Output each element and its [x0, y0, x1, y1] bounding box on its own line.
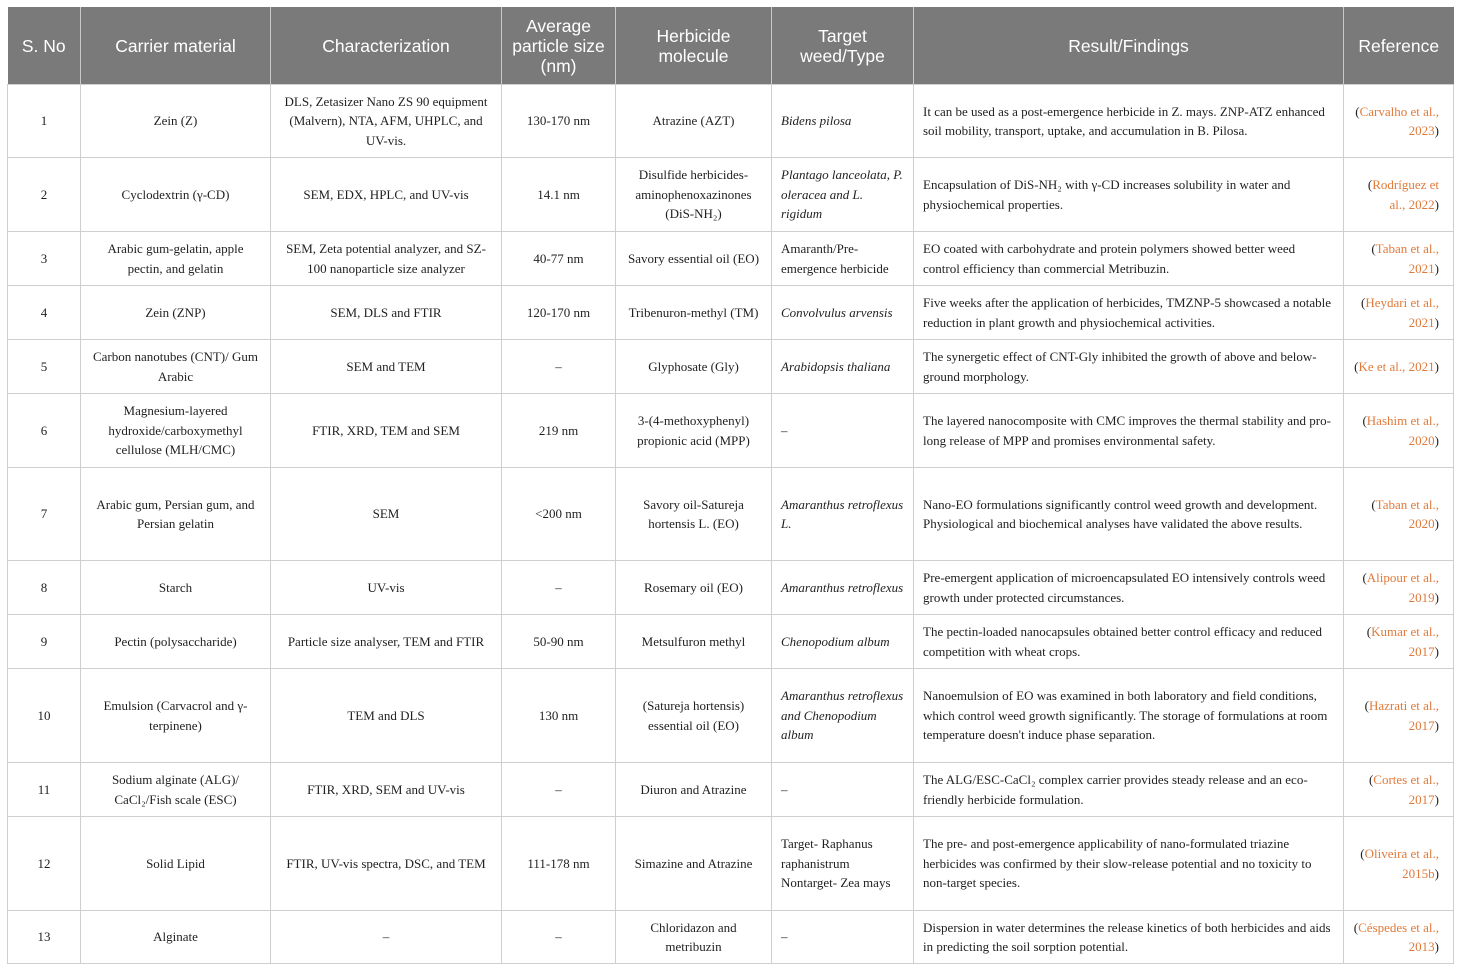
cell-result: The pectin-loaded nanocapsules obtained better control efficacy and reduced competition with wheat crops. — [914, 615, 1344, 669]
cell-characterization: FTIR, UV-vis spectra, DSC, and TEM — [271, 817, 502, 911]
cell-reference: (Hashim et al., 2020) — [1344, 394, 1454, 468]
cell-carrier: Sodium alginate (ALG)/ CaCl₂/Fish scale (ESC) — [81, 763, 271, 817]
cell-reference: (Taban et al., 2021) — [1344, 232, 1454, 286]
reference-link[interactable]: Hashim et al., 2020 — [1366, 413, 1439, 448]
cell-sno: 13 — [8, 911, 81, 964]
cell-size: 14.1 nm — [502, 158, 616, 232]
cell-reference: (Carvalho et al., 2023) — [1344, 85, 1454, 158]
reference-link[interactable]: Céspedes et al., 2013 — [1358, 919, 1439, 954]
header-row — [8, 7, 1454, 85]
cell-characterization: DLS, Zetasizer Nano ZS 90 equipment (Malvern), NTA, AFM, UHPLC, and UV-vis. — [271, 85, 502, 158]
cell-size: <200 nm — [502, 468, 616, 561]
reference-link[interactable]: Taban et al., 2020 — [1375, 496, 1439, 531]
table-row — [8, 615, 1454, 669]
target-italic: Plantago lanceolata, P. oleracea and L. rigidum — [781, 167, 903, 222]
cell-result: Encapsulation of DiS-NH₂ with γ-CD increases solubility in water and physiochemical properties. — [914, 158, 1344, 232]
cell-herbicide: Disulfide herbicides-aminophenoxazinones (DiS-NH₂) — [616, 158, 772, 232]
cell-reference: (Heydari et al., 2021) — [1344, 286, 1454, 340]
cell-size: 50-90 nm — [502, 615, 616, 669]
cell-herbicide: Glyphosate (Gly) — [616, 340, 772, 394]
cell-reference: (Taban et al., 2020) — [1344, 468, 1454, 561]
cell-carrier: Emulsion (Carvacrol and γ-terpinene) — [81, 669, 271, 763]
cell-target — [772, 340, 914, 394]
reference-link[interactable]: Hazrati et al., 2017 — [1368, 698, 1439, 733]
table-row — [8, 85, 1454, 158]
cell-carrier: Arabic gum-gelatin, apple pectin, and gelatin — [81, 232, 271, 286]
cell-carrier: Solid Lipid — [81, 817, 271, 911]
cell-target: Amaranth/Pre-emergence herbicide — [772, 232, 914, 286]
cell-sno: 12 — [8, 817, 81, 911]
reference-link[interactable]: Oliveira et al., 2015b — [1364, 846, 1439, 881]
cell-carrier: Magnesium-layered hydroxide/carboxymethyl cellulose (MLH/CMC) — [81, 394, 271, 468]
reference-link[interactable]: Heydari et al., 2021 — [1365, 295, 1439, 330]
cell-carrier: Pectin (polysaccharide) — [81, 615, 271, 669]
target-italic: Convolvulus arvensis — [781, 304, 893, 320]
cell-target — [772, 468, 914, 561]
cell-herbicide: 3-(4-methoxyphenyl) propionic acid (MPP) — [616, 394, 772, 468]
cell-carrier: Zein (Z) — [81, 85, 271, 158]
reference-link[interactable]: Kumar et al., 2017 — [1371, 624, 1439, 659]
cell-characterization: – — [271, 911, 502, 964]
col-header-target: Target weed/Type — [772, 7, 914, 85]
cell-characterization: SEM, Zeta potential analyzer, and SZ-100 nanoparticle size analyzer — [271, 232, 502, 286]
target-italic: Amaranthus retroflexus L. — [781, 496, 904, 531]
table-row — [8, 394, 1454, 468]
table-row — [8, 817, 1454, 911]
cell-carrier: Starch — [81, 561, 271, 615]
cell-target: – — [772, 394, 914, 468]
col-header-reference: Reference — [1344, 7, 1454, 85]
cell-reference: (Hazrati et al., 2017) — [1344, 669, 1454, 763]
col-header-result: Result/Findings — [914, 7, 1344, 85]
cell-sno: 8 — [8, 561, 81, 615]
cell-result: The synergetic effect of CNT-Gly inhibited the growth of above and below-ground morphology. — [914, 340, 1344, 394]
cell-characterization: FTIR, XRD, SEM and UV-vis — [271, 763, 502, 817]
col-header-particle-size: Average particle size (nm) — [502, 7, 616, 85]
cell-result: Dispersion in water determines the release kinetics of both herbicides and aids in predicting the soil sorption potential. — [914, 911, 1344, 964]
cell-sno: 10 — [8, 669, 81, 763]
cell-characterization: SEM, DLS and FTIR — [271, 286, 502, 340]
table-row — [8, 468, 1454, 561]
cell-herbicide: Savory oil-Satureja hortensis L. (EO) — [616, 468, 772, 561]
table-row — [8, 669, 1454, 763]
col-header-herbicide: Herbicide molecule — [616, 7, 772, 85]
reference-link[interactable]: Alipour et al., 2019 — [1366, 570, 1439, 605]
cell-carrier: Alginate — [81, 911, 271, 964]
cell-sno: 9 — [8, 615, 81, 669]
cell-size: 219 nm — [502, 394, 616, 468]
reference-link[interactable]: Ke et al., 2021 — [1358, 358, 1435, 374]
reference-link[interactable]: Taban et al., 2021 — [1375, 241, 1439, 276]
cell-carrier: Zein (ZNP) — [81, 286, 271, 340]
cell-result: The layered nanocomposite with CMC improves the thermal stability and pro-long release of MPP and promises environmental safety. — [914, 394, 1344, 468]
target-italic: Bidens pilosa — [781, 113, 852, 129]
cell-characterization: SEM and TEM — [271, 340, 502, 394]
cell-herbicide: Rosemary oil (EO) — [616, 561, 772, 615]
reference-link[interactable]: Cortes et al., 2017 — [1373, 772, 1439, 807]
cell-reference: (Ke et al., 2021) — [1344, 340, 1454, 394]
cell-sno: 2 — [8, 158, 81, 232]
cell-target — [772, 158, 914, 232]
table-row — [8, 340, 1454, 394]
cell-characterization: FTIR, XRD, TEM and SEM — [271, 394, 502, 468]
cell-herbicide: Diuron and Atrazine — [616, 763, 772, 817]
reference-link[interactable]: Carvalho et al., 2023 — [1359, 103, 1439, 138]
cell-size: 130 nm — [502, 669, 616, 763]
cell-size: 130-170 nm — [502, 85, 616, 158]
cell-reference: (Rodríguez et al., 2022) — [1344, 158, 1454, 232]
cell-size: – — [502, 561, 616, 615]
cell-herbicide: Metsulfuron methyl — [616, 615, 772, 669]
cell-sno: 3 — [8, 232, 81, 286]
cell-sno: 1 — [8, 85, 81, 158]
cell-target — [772, 615, 914, 669]
col-header-characterization: Characterization — [271, 7, 502, 85]
target-italic: Amaranthus retroflexus and Chenopodium album — [781, 688, 904, 743]
cell-herbicide: Atrazine (AZT) — [616, 85, 772, 158]
cell-size: 111-178 nm — [502, 817, 616, 911]
cell-reference: (Kumar et al., 2017) — [1344, 615, 1454, 669]
col-header-sno: S. No — [8, 7, 81, 85]
cell-herbicide: Tribenuron-methyl (TM) — [616, 286, 772, 340]
cell-target — [772, 669, 914, 763]
cell-reference: (Cortes et al., 2017) — [1344, 763, 1454, 817]
target-italic: Chenopodium album — [781, 633, 890, 649]
cell-characterization: SEM — [271, 468, 502, 561]
cell-reference: (Oliveira et al., 2015b) — [1344, 817, 1454, 911]
col-header-carrier: Carrier material — [81, 7, 271, 85]
cell-sno: 5 — [8, 340, 81, 394]
cell-carrier: Carbon nanotubes (CNT)/ Gum Arabic — [81, 340, 271, 394]
cell-result: It can be used as a post-emergence herbicide in Z. mays. ZNP-ATZ enhanced soil mobility, transport, uptake, and accumulation in B. Pilosa. — [914, 85, 1344, 158]
target-italic: Arabidopsis thaliana — [781, 358, 891, 374]
cell-result: EO coated with carbohydrate and protein polymers showed better weed control efficiency than commercial Metribuzin. — [914, 232, 1344, 286]
table-container — [7, 7, 1453, 964]
herbicide-carrier-table — [7, 7, 1454, 964]
cell-reference: (Céspedes et al., 2013) — [1344, 911, 1454, 964]
cell-result: Nanoemulsion of EO was examined in both laboratory and field conditions, which control weed growth significantly. The storage of formulations at room temperature doesn't induce phase separation. — [914, 669, 1344, 763]
cell-herbicide: (Satureja hortensis) essential oil (EO) — [616, 669, 772, 763]
cell-characterization: UV-vis — [271, 561, 502, 615]
cell-target: – — [772, 911, 914, 964]
cell-characterization: TEM and DLS — [271, 669, 502, 763]
cell-sno: 4 — [8, 286, 81, 340]
cell-target — [772, 561, 914, 615]
target-italic: Amaranthus retroflexus — [781, 579, 904, 595]
cell-result: Nano-EO formulations significantly control weed growth and development. Physiological and biochemical analyses have validated the above results. — [914, 468, 1344, 561]
cell-target — [772, 286, 914, 340]
cell-characterization: Particle size analyser, TEM and FTIR — [271, 615, 502, 669]
cell-target: Target- Raphanus raphanistrum Nontarget- Zea mays — [772, 817, 914, 911]
cell-herbicide: Savory essential oil (EO) — [616, 232, 772, 286]
cell-size: 40-77 nm — [502, 232, 616, 286]
cell-result: Five weeks after the application of herbicides, TMZNP-5 showcased a notable reduction in plant growth and physiochemical activities. — [914, 286, 1344, 340]
cell-carrier: Arabic gum, Persian gum, and Persian gelatin — [81, 468, 271, 561]
cell-size: – — [502, 763, 616, 817]
cell-result: The ALG/ESC-CaCl₂ complex carrier provides steady release and an eco-friendly herbicide formulation. — [914, 763, 1344, 817]
cell-carrier: Cyclodextrin (γ-CD) — [81, 158, 271, 232]
cell-size: 120-170 nm — [502, 286, 616, 340]
reference-link[interactable]: Rodríguez et al., 2022 — [1372, 177, 1439, 212]
cell-sno: 7 — [8, 468, 81, 561]
cell-reference: (Alipour et al., 2019) — [1344, 561, 1454, 615]
cell-size: – — [502, 340, 616, 394]
table-row — [8, 232, 1454, 286]
table-row — [8, 911, 1454, 964]
cell-size: – — [502, 911, 616, 964]
table-row — [8, 561, 1454, 615]
table-row — [8, 286, 1454, 340]
cell-target — [772, 85, 914, 158]
cell-herbicide: Simazine and Atrazine — [616, 817, 772, 911]
cell-result: The pre- and post-emergence applicability of nano-formulated triazine herbicides was confirmed by their slow-release potential and no toxicity to non-target species. — [914, 817, 1344, 911]
cell-herbicide: Chloridazon and metribuzin — [616, 911, 772, 964]
cell-sno: 11 — [8, 763, 81, 817]
table-row — [8, 763, 1454, 817]
cell-characterization: SEM, EDX, HPLC, and UV-vis — [271, 158, 502, 232]
cell-result: Pre-emergent application of microencapsulated EO intensively controls weed growth under protected circumstances. — [914, 561, 1344, 615]
cell-sno: 6 — [8, 394, 81, 468]
cell-target: – — [772, 763, 914, 817]
table-row — [8, 158, 1454, 232]
